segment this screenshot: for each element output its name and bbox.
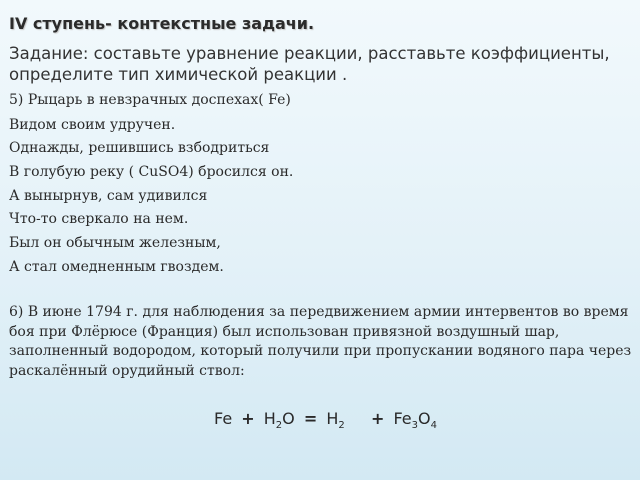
problem-6-text: 6) В июне 1794 г. для наблюдения за передвижением армии интервентов во время боя при Флёрюсе (Франция) был использован привязной воздушный шар, заполненный водородом, который получили при пропускании водяного пара через раскалённый орудийный ствол: [9,304,632,379]
poem-line: А вынырнув, сам удивился [9,188,208,204]
reactant-fe: Fe [214,409,233,428]
poem-line: Был он обычным железным, [9,235,221,251]
plus-sign: + [370,409,385,428]
poem-line: В голубую реку ( CuSO4) бросился он. [9,164,294,180]
poem-line: Что-то сверкало на нем. [9,211,189,227]
product-iron-oxide: $Fe_3O_4$ [393,409,437,432]
slide-title: IV ступень- контекстные задачи. [9,14,315,33]
task-text: Задание: составьте уравнение реакции, расставьте коэффициенты, определите тип химической реакции . [9,44,610,84]
poem-line: А стал омедненным гвоздем. [9,259,224,275]
poem-line: Видом своим удручен. [9,117,176,133]
product-hydrogen: $H_2$ [326,409,345,432]
poem-line: Однажды, решившись взбодриться [9,140,270,156]
reactant-water: $H_2O$ [263,409,295,432]
plus-sign: + [241,409,255,428]
chemical-equation [214,409,437,431]
poem-line: 5) Рыцарь в невзрачных доспехах( Fe) [9,92,291,108]
equals-sign: = [303,409,318,428]
